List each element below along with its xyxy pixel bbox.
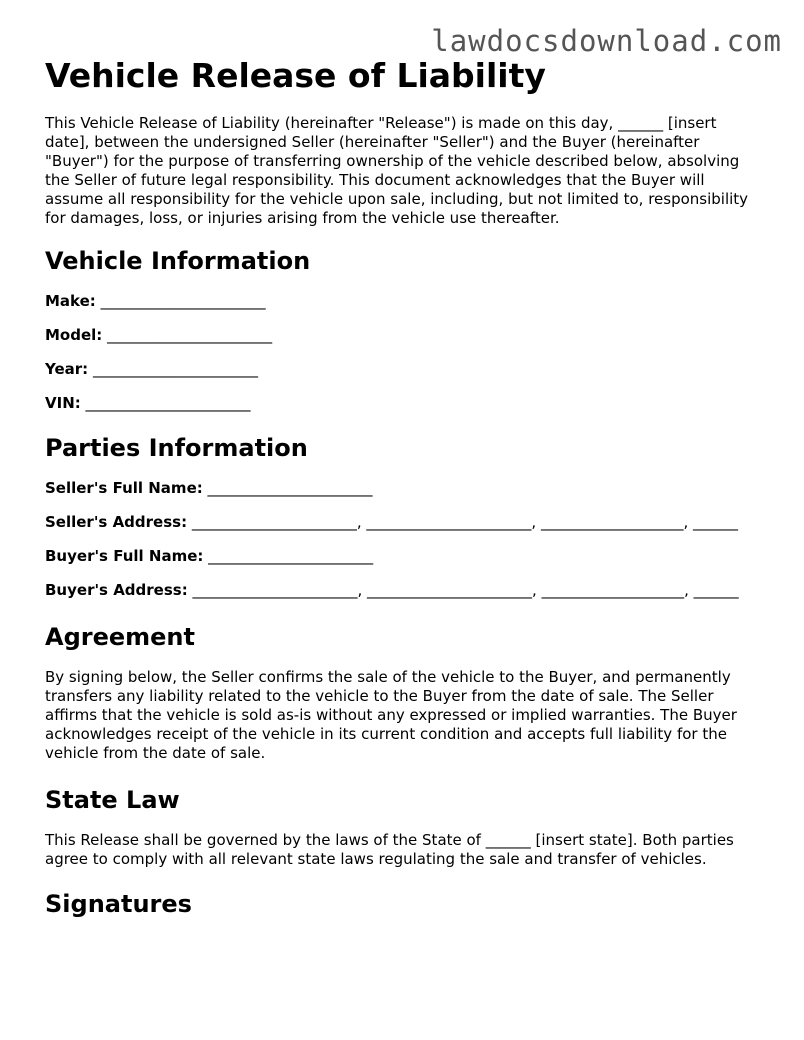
watermark: lawdocsdownload.com xyxy=(431,24,782,58)
agreement-heading: Agreement xyxy=(45,623,195,651)
buyer-address-label: Buyer's Address: xyxy=(45,581,188,599)
vehicle-information-heading: Vehicle Information xyxy=(45,247,311,275)
intro-paragraph: This Vehicle Release of Liability (hereinafter "Release") is made on this day, ______ [insert date], between the undersigned Seller (hereinafter "Seller") and the Buyer (hereinafter "Buyer") for the purpose of transferring ownership of the vehicle described below, absolving the Seller of future legal responsibility. This document acknowledges that the Buyer will assume all responsibility for the vehicle upon sale, including, but not limited to, responsibility for damages, loss, or injuries arising from the vehicle use thereafter. xyxy=(45,114,749,227)
document-page xyxy=(45,56,765,935)
seller-name-label: Seller's Full Name: xyxy=(45,479,203,497)
year-field xyxy=(45,360,765,379)
make-field xyxy=(45,292,765,311)
agreement-paragraph: By signing below, the Seller confirms the sale of the vehicle to the Buyer, and permanently transfers any liability related to the vehicle to the Buyer from the date of sale. The Seller affirms that the vehicle is sold as-is without any expressed or implied warranties. The Buyer acknowledges receipt of the vehicle in its current condition and accepts full liability for the vehicle from the date of sale. xyxy=(45,668,737,762)
seller-name-field xyxy=(45,479,765,498)
buyer-address-field xyxy=(45,581,765,600)
vin-blank: ______________________ xyxy=(85,394,251,412)
year-label: Year: xyxy=(45,360,89,378)
make-blank: ______________________ xyxy=(100,292,266,310)
seller-name-blank: ______________________ xyxy=(207,479,373,497)
year-blank: ______________________ xyxy=(92,360,258,378)
vin-field xyxy=(45,394,765,413)
buyer-address-blank: ______________________, ______________________, ___________________, ______ xyxy=(192,581,739,599)
signatures-heading: Signatures xyxy=(45,890,192,918)
vin-label: VIN: xyxy=(45,394,81,412)
parties-information-heading: Parties Information xyxy=(45,434,308,462)
seller-address-blank: ______________________, ______________________, ___________________, ______ xyxy=(191,513,738,531)
buyer-name-label: Buyer's Full Name: xyxy=(45,547,204,565)
model-blank: ______________________ xyxy=(107,326,273,344)
document-title: Vehicle Release of Liability xyxy=(45,56,546,95)
buyer-name-blank: ______________________ xyxy=(208,547,374,565)
model-field xyxy=(45,326,765,345)
make-label: Make: xyxy=(45,292,96,310)
state-law-heading: State Law xyxy=(45,786,180,814)
model-label: Model: xyxy=(45,326,103,344)
seller-address-label: Seller's Address: xyxy=(45,513,188,531)
buyer-name-field xyxy=(45,547,765,566)
state-law-paragraph: This Release shall be governed by the laws of the State of ______ [insert state]. Both parties agree to comply with all relevant state laws regulating the sale and transfer of vehicles. xyxy=(45,831,734,868)
seller-address-field xyxy=(45,513,765,532)
